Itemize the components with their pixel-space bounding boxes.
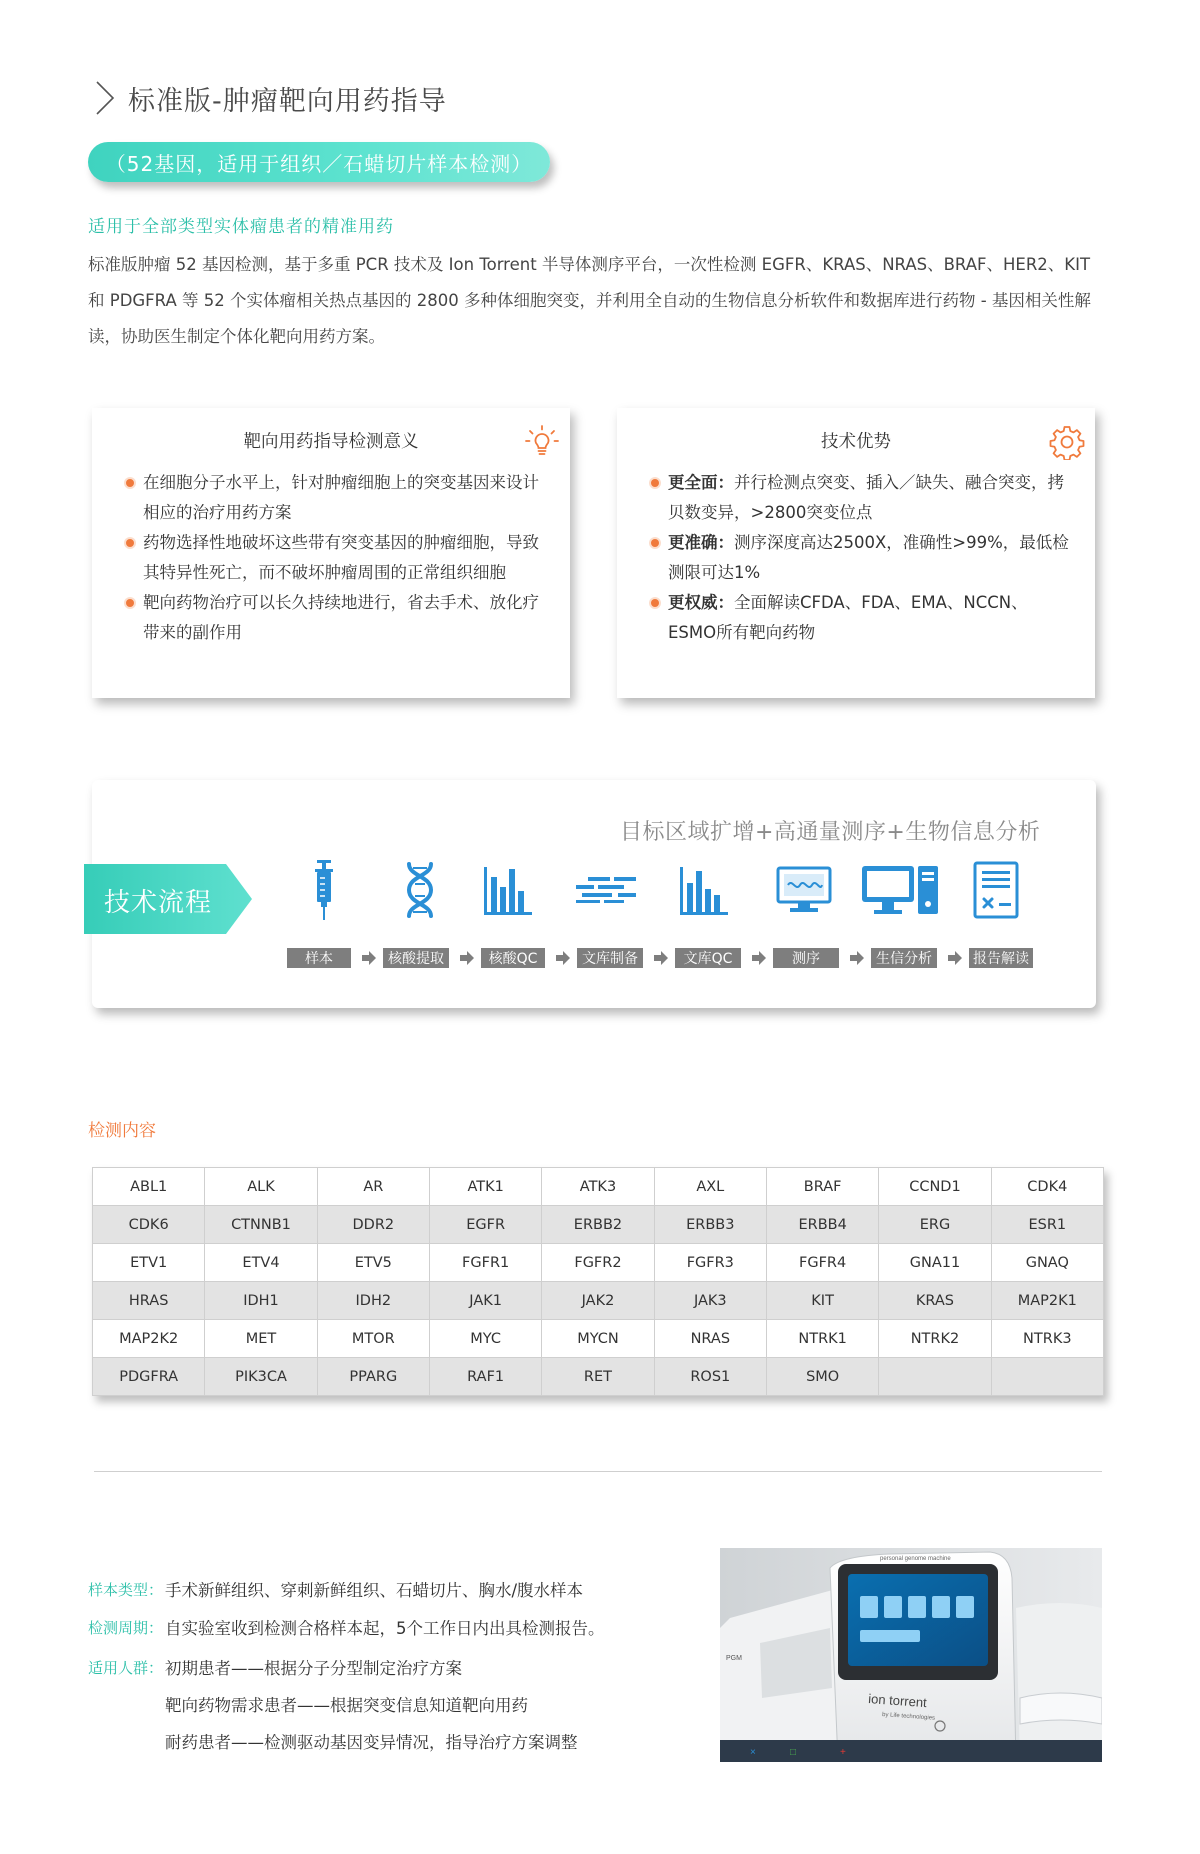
divider: [94, 1471, 1102, 1472]
arrow-right-icon: [653, 950, 669, 966]
gene-cell: ABL1: [93, 1168, 205, 1206]
advantage-text: 全面解读CFDA、FDA、EMA、NCCN、ESMO所有靶向药物: [668, 593, 1028, 642]
gene-cell: NTRK3: [991, 1320, 1103, 1358]
process-step: 测序: [773, 948, 839, 968]
gene-cell: [991, 1358, 1103, 1396]
machine-top-label: personal genome machine: [880, 1556, 951, 1562]
svg-text:×: ×: [750, 1747, 756, 1758]
scope-pill: （52基因，适用于组织／石蜡切片样本检测）: [88, 142, 550, 182]
gene-cell: PDGFRA: [93, 1358, 205, 1396]
gene-cell: FGFR2: [542, 1244, 654, 1282]
table-row: [93, 1358, 1104, 1396]
gene-cell: AXL: [654, 1168, 766, 1206]
gene-cell: CDK4: [991, 1168, 1103, 1206]
gene-cell: RAF1: [429, 1358, 541, 1396]
advantage-label: 更准确：: [668, 533, 734, 552]
gene-cell: EGFR: [429, 1206, 541, 1244]
sample-type-label: 样本类型：: [88, 1581, 164, 1599]
gene-cell: GNA11: [879, 1244, 991, 1282]
gene-cell: IDH2: [317, 1282, 429, 1320]
gene-cell: ERBB3: [654, 1206, 766, 1244]
process-step: 核酸QC: [481, 948, 545, 968]
list-item: [651, 528, 1069, 588]
gene-cell: SMO: [766, 1358, 878, 1396]
computer-icon: [860, 858, 940, 922]
gene-cell: JAK2: [542, 1282, 654, 1320]
gene-cell: KIT: [766, 1282, 878, 1320]
gene-cell: ERBB4: [766, 1206, 878, 1244]
table-row: [93, 1168, 1104, 1206]
gene-cell: ETV4: [205, 1244, 317, 1282]
target-people-item: 初期患者——根据分子分型制定治疗方案: [165, 1659, 462, 1678]
gene-cell: KRAS: [879, 1282, 991, 1320]
svg-text:□: □: [790, 1747, 797, 1758]
gene-cell: MTOR: [317, 1320, 429, 1358]
machine-sub-brand: by Life technologies: [881, 1712, 936, 1722]
arrow-right-icon: [555, 950, 571, 966]
bar-chart-icon: [676, 858, 732, 922]
gene-cell: FGFR1: [429, 1244, 541, 1282]
process-headline: 目标区域扩增+高通量测序+生物信息分析: [620, 820, 1041, 845]
gene-cell: ESR1: [991, 1206, 1103, 1244]
process-step: 报告解读: [969, 948, 1033, 968]
list-item: [651, 588, 1069, 648]
gene-cell: BRAF: [766, 1168, 878, 1206]
advantage-text: 测序深度高达2500X，准确性>99%，最低检测限可达1%: [668, 533, 1069, 582]
gene-cell: MAP2K1: [991, 1282, 1103, 1320]
gear-icon: [1049, 424, 1085, 460]
syringe-icon: [302, 858, 346, 922]
gene-table: [92, 1167, 1104, 1396]
significance-list: [126, 468, 544, 648]
gene-cell: PIK3CA: [205, 1358, 317, 1396]
gene-cell: NTRK1: [766, 1320, 878, 1358]
gene-cell: ATK3: [542, 1168, 654, 1206]
gene-cell: ERG: [879, 1206, 991, 1244]
gene-cell: MYCN: [542, 1320, 654, 1358]
gel-bands-icon: [574, 858, 638, 922]
list-item: 药物选择性地破坏这些带有突变基因的肿瘤细胞，导致其特异性死亡，而不破坏肿瘤周围的正常组织细胞: [126, 528, 544, 588]
process-step: 文库制备: [577, 948, 643, 968]
gene-cell: MET: [205, 1320, 317, 1358]
gene-cell: DDR2: [317, 1206, 429, 1244]
significance-title: 靶向用药指导检测意义: [243, 432, 419, 452]
gene-cell: CDK6: [93, 1206, 205, 1244]
process-step: 核酸提取: [383, 948, 449, 968]
gene-cell: NRAS: [654, 1320, 766, 1358]
sequencer-icon: [774, 858, 834, 922]
arrow-right-icon: [361, 950, 377, 966]
gene-cell: GNAQ: [991, 1244, 1103, 1282]
gene-cell: IDH1: [205, 1282, 317, 1320]
svg-text:+: +: [840, 1747, 846, 1758]
advantages-list: [651, 468, 1069, 648]
gene-cell: CTNNB1: [205, 1206, 317, 1244]
gene-cell: CCND1: [879, 1168, 991, 1206]
arrow-right-icon: [459, 950, 475, 966]
list-item: 在细胞分子水平上，针对肿瘤细胞上的突变基因来设计相应的治疗用药方案: [126, 468, 544, 528]
table-row: [93, 1282, 1104, 1320]
gene-cell: FGFR4: [766, 1244, 878, 1282]
gene-cell: ETV5: [317, 1244, 429, 1282]
advantages-title: 技术优势: [821, 432, 891, 452]
machine-brand: ion torrent: [867, 1691, 928, 1711]
dna-icon: [398, 858, 442, 922]
target-people-item: 靶向药物需求患者——根据突变信息知道靶向用药: [165, 1696, 528, 1715]
intro-paragraph: 标准版肿瘤 52 基因检测，基于多重 PCR 技术及 Ion Torrent 半导体测序平台，一次性检测 EGFR、KRAS、NRAS、BRAF、HER2、KIT 和 PDGFRA 等 52 个实体瘤相关热点基因的 2800 多种体细胞突变，并利用全自动的生物信息分析软件和数据库进行药物 - 基因相关性解读，协助医生制定个体化靶向用药方案。: [88, 255, 1091, 346]
sample-type-text: 手术新鲜组织、穿刺新鲜组织、石蜡切片、胸水/腹水样本: [165, 1581, 584, 1600]
process-step: 文库QC: [675, 948, 741, 968]
section-header: [92, 78, 447, 118]
gene-cell: MAP2K2: [93, 1320, 205, 1358]
gene-cell: ERBB2: [542, 1206, 654, 1244]
gene-cell: ATK1: [429, 1168, 541, 1206]
target-people-label: 适用人群：: [88, 1659, 164, 1677]
advantages-card: [617, 408, 1095, 698]
gene-cell: [879, 1358, 991, 1396]
arrow-right-icon: [751, 950, 767, 966]
test-cycle-label: 检测周期：: [88, 1619, 164, 1637]
process-tag-label: 技术流程: [104, 888, 213, 918]
page-title: 标准版-肿瘤靶向用药指导: [128, 85, 447, 117]
gene-cell: FGFR3: [654, 1244, 766, 1282]
detection-title: 检测内容: [88, 1121, 156, 1141]
gene-cell: ETV1: [93, 1244, 205, 1282]
gene-cell: JAK1: [429, 1282, 541, 1320]
arrow-right-icon: [947, 950, 963, 966]
gene-cell: HRAS: [93, 1282, 205, 1320]
significance-card: [92, 408, 570, 698]
gene-cell: AR: [317, 1168, 429, 1206]
list-item: [651, 468, 1069, 528]
test-cycle-text: 自实验室收到检测合格样本起，5个工作日内出具检测报告。: [165, 1619, 605, 1638]
table-row: [93, 1320, 1104, 1358]
chevron-right-icon: [92, 78, 118, 118]
bar-chart-icon: [480, 858, 536, 922]
gene-cell: ALK: [205, 1168, 317, 1206]
process-step: 生信分析: [871, 948, 937, 968]
gene-cell: MYC: [429, 1320, 541, 1358]
table-row: [93, 1206, 1104, 1244]
gene-cell: JAK3: [654, 1282, 766, 1320]
advantage-label: 更权威：: [668, 593, 734, 612]
gene-cell: RET: [542, 1358, 654, 1396]
gene-cell: NTRK2: [879, 1320, 991, 1358]
gene-cell: PPARG: [317, 1358, 429, 1396]
lightbulb-icon: [524, 424, 560, 460]
sequencer-photo: [720, 1548, 1102, 1762]
table-row: [93, 1244, 1104, 1282]
gene-cell: ROS1: [654, 1358, 766, 1396]
target-people-item: 耐药患者——检测驱动基因变异情况，指导治疗方案调整: [165, 1733, 578, 1752]
machine-side-label: PGM: [726, 1655, 742, 1662]
intro-subtitle: 适用于全部类型实体瘤患者的精准用药: [88, 217, 394, 237]
list-item: 靶向药物治疗可以长久持续地进行，省去手术、放化疗带来的副作用: [126, 588, 544, 648]
report-icon: [972, 858, 1020, 922]
advantage-label: 更全面：: [668, 473, 734, 492]
advantage-text: 并行检测点突变、插入／缺失、融合突变，拷贝数变异，>2800突变位点: [668, 473, 1064, 522]
process-step: 样本: [287, 948, 351, 968]
arrow-right-icon: [849, 950, 865, 966]
